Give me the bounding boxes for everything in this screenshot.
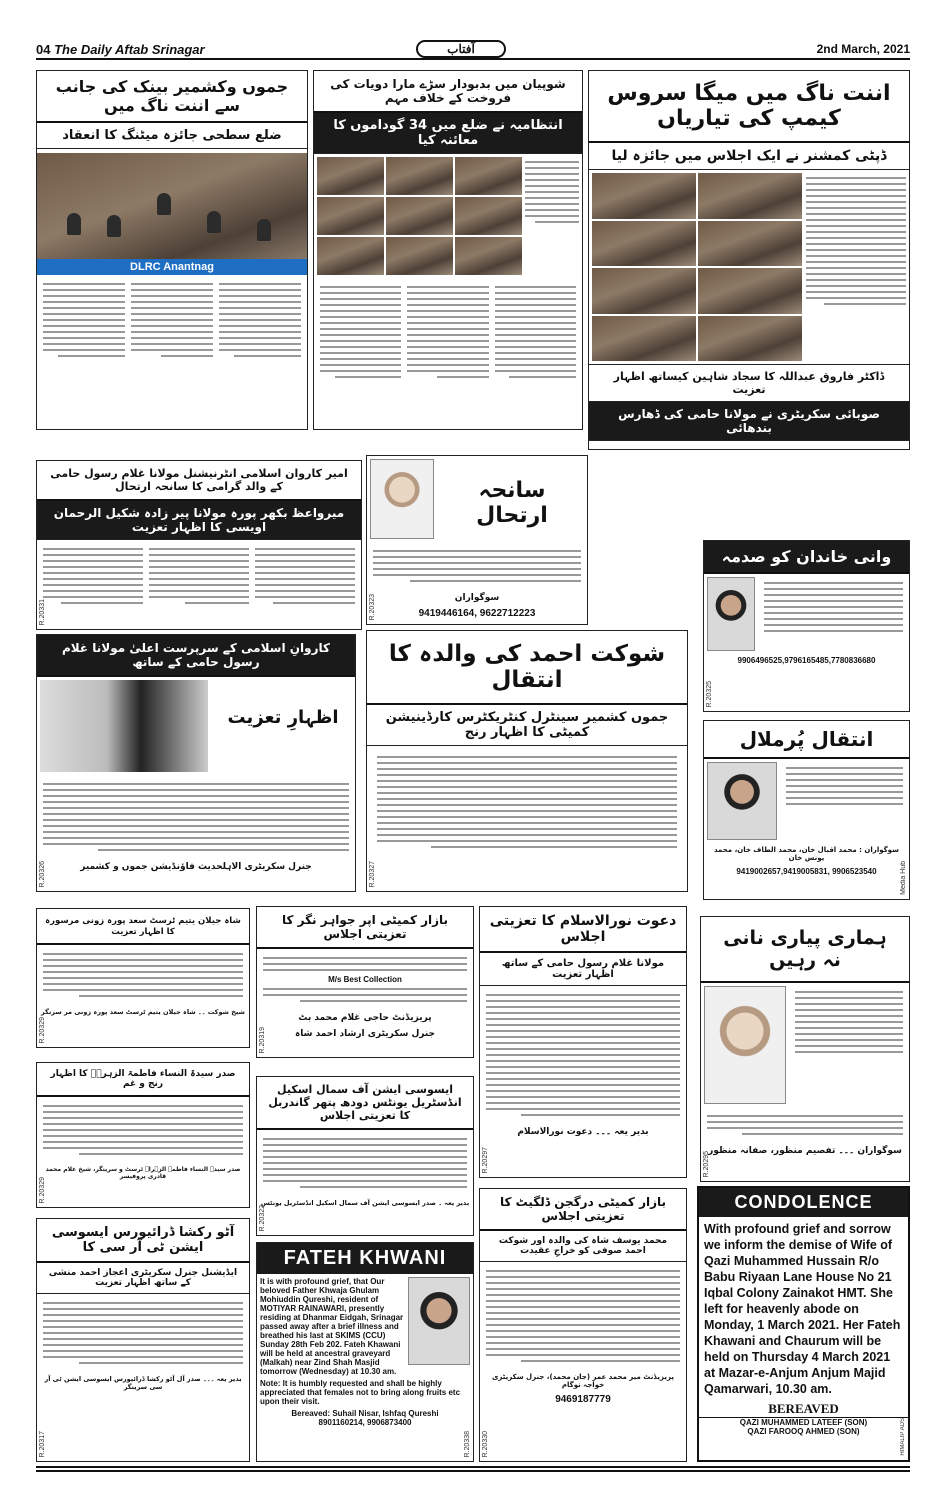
notice-title: CONDOLENCE [699, 1188, 908, 1217]
notice-title: ہماری پیاری نانی نہ رہیں [701, 917, 909, 983]
shop-name: M/s Best Collection [328, 975, 402, 984]
notice-title: بازار کمیٹی اپر جواہر نگر کا تعزیتی اجلاس [257, 907, 473, 949]
inspection-photo [386, 157, 453, 195]
story-title: شوپیان میں بدبودار سڑے مارا دویات کی فروخت کے خلاف مہم [314, 71, 582, 113]
release-number: R.20326 [39, 860, 46, 887]
notice-karwan-islami [36, 634, 356, 892]
notice-title: کاروانِ اسلامی کے سرپرست اعلیٰ مولانا غلام رسول حامی کے ساتھ [37, 635, 355, 677]
notice-intiqal [703, 720, 910, 900]
notice-wani-family [703, 540, 910, 712]
inspection-photo [455, 197, 522, 235]
inspection-photo [386, 197, 453, 235]
bereaved-names: Bereaved: Suhail Nisar, Ishfaq Qureshi [291, 1409, 439, 1418]
release-number: R.20327 [369, 860, 376, 887]
inspection-photo-grid [317, 157, 522, 275]
agency-mark: HIMALIP ADS [900, 1418, 906, 1456]
photo-caption: DLRC Anantnag [37, 259, 307, 275]
brand-mark: Media Hub [900, 861, 907, 895]
release-number: R.20338 [464, 1430, 471, 1457]
camp-photo [698, 221, 802, 267]
story-title: جموں وکشمیر بینک کی جانب سے اننت ناگ میں [37, 71, 307, 123]
notice-title: وانی خاندان کو صدمہ [704, 541, 909, 574]
notice-subtitle: میرواعظ بکھر پورہ مولانا پیر زادہ شکیل الرحمان اویسی کا اظہار تعزیت [37, 501, 361, 540]
notice-body: With profound grief and sorrow we inform the demise of Wife of Qazi Muhammed Hussain R/o Babu Riyaan Lane House No 21 Iqbal Colony Zainakot HMT. She left for heavenly abode on Monday, 1 March 2021. Her Fateh Khawani and Chaurum will be held on Thursday 4 March 2021 at Mazar-e-Anjum Anjum Majid Qamarwari, 10.30 am. [704, 1222, 901, 1396]
photo-caption: ڈاکٹر فاروق عبداللہ کا سجاد شاہین کیساتھ اظہار تعزیت [589, 364, 909, 402]
bereaved-label: BEREAVED [768, 1401, 839, 1416]
story-subtitle: انتظامیہ نے ضلع میں 34 گوداموں کا معائنہ کیا [314, 113, 582, 154]
notice-body [37, 945, 249, 1005]
story-body [314, 278, 582, 386]
notice-body [480, 986, 686, 1124]
phone-numbers: 9419446164, 9622712223 [418, 608, 536, 619]
notice-title: بازار کمیٹی درگجن ڈلگیٹ کا تعزیتی اجلاس [480, 1189, 686, 1231]
notice-footer-2: جنرل سکریٹری ارشاد احمد شاہ [294, 1029, 436, 1039]
notice-footer: صدر سیدۃ النساء فاطمۃ الزہراؓ ٹرسٹ و سرینگر، شیخ غلام محمد قادری پروفیسر [45, 1166, 241, 1180]
notice-footer: بدیر یعہ ۔۔۔ صدر آل آٹو رکشا ڈرائیورس ایسوسی ایشن ٹی آر سی سرینگر [44, 1375, 242, 1391]
notice-footer: سوگواران : محمد اقبال خان، محمد الطاف خان، محمد یونس خان [714, 846, 899, 862]
notice-body: It is with profound grief, that Our beloved Father Khwaja Ghulam Mohiuddin Qureshi, resident of MOTIYAR RAINAWARI, presently residing at Dhanmar Eidgah, Srinagar passed away after a brief illness and breathed his last at SKIMS (CCU) Sunday 28th Feb 202. Fateh Khawani will be held at ancestral graveyard (Malkah) near Zind Shah Masjid tomorrow (Wednesday) at 10.30 am. [260, 1277, 404, 1376]
camp-photo-grid [592, 173, 802, 361]
deceased-portrait [707, 762, 777, 840]
page-header [36, 40, 910, 60]
deceased-portrait [408, 1277, 470, 1365]
notice-title: دعوت نورالاسلام کا تعزیتی اجلاس [480, 907, 686, 953]
notice-footer: سوگواران ۔۔۔ تفصیم منظور، صفانہ منظور [708, 1146, 902, 1156]
notice-fateh-khwani [256, 1242, 474, 1462]
camp-photo [592, 316, 696, 362]
release-number: R.20322 [259, 1204, 266, 1231]
notice-title: ایسوسی ایشن آف سمال اسکیل انڈسٹریل یونٹس دودھ پتھر گاندربل کا تعزیتی اجلاس [257, 1077, 473, 1130]
notice-sayeda [36, 1062, 250, 1208]
inspection-photo [455, 157, 522, 195]
notice-body [480, 1262, 686, 1370]
release-number: R.20329 [39, 1176, 46, 1203]
masthead-logo: آفتاب [416, 40, 506, 58]
notice-shah-jeelan [36, 908, 250, 1048]
notice-amir-karwan [36, 460, 362, 630]
notice-title: انتقال پُرملال [704, 721, 909, 759]
story-subtitle: ضلع سطحی جائزہ میٹنگ کا انعقاد [37, 123, 307, 149]
issue-date: 2nd March, 2021 [816, 42, 910, 56]
bereaved-name: QAZI FAROOQ AHMED (SON) [747, 1427, 860, 1436]
notice-body [37, 540, 361, 612]
story-subtitle: ڈپٹی کمشنر نے ایک اجلاس میں جائزہ لیا [589, 143, 909, 170]
notice-title: شاہ جیلان یتیم ٹرسٹ سعد پورہ زونی مرسورہ کا اظہار تعزیت [37, 909, 249, 945]
inspection-photo [455, 237, 522, 275]
story-subhead: صوبائی سکریٹری نے مولانا حامی کی ڈھارس بندھائی [589, 402, 909, 441]
story-jk-bank [36, 70, 308, 430]
notice-auto-rickshaw [36, 1218, 250, 1462]
inspection-photo [317, 237, 384, 275]
notice-footer: سوگواران [454, 593, 500, 603]
notice-footer: شیخ شوکت ۔۔ شاہ جیلان یتیم ٹرسٹ سعد پورہ زونی مر سرنگر [41, 1008, 245, 1016]
meeting-photo [37, 153, 307, 275]
camp-photo [698, 316, 802, 362]
story-shopian [313, 70, 583, 430]
notice-subtitle: جموں کشمیر سینٹرل کنٹریکٹرس کارڈینیشن کمیٹی کا اظہار رنج [367, 705, 687, 746]
page-number: 04 The Daily Aftab Srinagar [36, 42, 205, 57]
phone-numbers: 8901160214, 9906873400 [318, 1418, 412, 1427]
notice-bazar-dargjan [479, 1188, 687, 1462]
phone-numbers: 9469187779 [555, 1394, 611, 1405]
notice-body [257, 1130, 473, 1196]
notice-footer: پریزیڈنٹ میر محمد عمر (جان محمد)، جنرل سکریٹری خواجہ نوگام [492, 1373, 674, 1389]
notice-subtitle: محمد یوسف شاہ کی والدہ اور شوکت احمد صوفی کو خراجِ عقیدت [480, 1231, 686, 1262]
clerics-photo [40, 680, 208, 772]
notice-title: FATEH KHWANI [257, 1243, 473, 1274]
notice-note: Note: It is humbly requested and shall be highly appreciated that females not to bring along fruits etc upon their visit. [260, 1379, 461, 1406]
deceased-portrait [704, 986, 786, 1104]
camp-photo [698, 268, 802, 314]
notice-body [37, 775, 355, 859]
notice-footer: جنرل سکریٹری الاہلحدیث فاؤنڈیشن جموں و کشمیر [80, 862, 312, 872]
notice-title: آٹو رکشا ڈرائیورس ایسوسی ایشن ٹی آر سی کا [37, 1219, 249, 1263]
phone-numbers: 9906496525,9796165485,7780836680 [737, 656, 876, 665]
notice-body [367, 542, 587, 590]
notice-body [367, 746, 687, 858]
story-body [37, 275, 307, 365]
notice-title: شوکت احمد کی والدہ کا انتقال [367, 631, 687, 705]
notice-subtitle: ایڈیشنل جنرل سکریٹری اعجاز احمد منشی کے ساتھ اظہار تعزیت [37, 1263, 249, 1294]
deceased-portrait [707, 577, 755, 651]
notice-shaukat-ahmad [366, 630, 688, 892]
notice-footer: بدیر یعہ ۔۔۔ دعوت نورالاسلام [517, 1127, 649, 1137]
notice-bazar-jawahar-nagar [256, 906, 474, 1058]
notice-body [37, 1097, 249, 1163]
camp-photo [592, 221, 696, 267]
notice-nani [700, 916, 910, 1182]
inspection-photo [317, 197, 384, 235]
deceased-portrait [370, 459, 434, 539]
notice-sanihe-irtehal [366, 455, 588, 625]
story-mega-camp [588, 70, 910, 450]
bereaved-name: QAZI MUHAMMED LATEEF (SON) [699, 1417, 908, 1427]
notice-small-scale [256, 1076, 474, 1236]
camp-photo [592, 268, 696, 314]
notice-footer: بدیر یعہ ۔ صدر ایسوسی ایشن آف سمال اسکیل انڈسٹریل یونٹس [260, 1199, 470, 1207]
release-number: R.20330 [482, 1430, 489, 1457]
notice-subtitle: اظہارِ تعزیت [211, 677, 355, 775]
camp-photo [698, 173, 802, 219]
page-bottom-rule [36, 1466, 910, 1472]
inspection-photo [386, 237, 453, 275]
notice-body [37, 1294, 249, 1372]
notice-subtitle: مولانا غلام رسول حامی کے ساتھ اظہار تعزیت [480, 953, 686, 986]
phone-numbers: 9419002657,9419005831, 9906523540 [736, 867, 877, 876]
release-number: R.20319 [259, 1026, 266, 1053]
story-title: اننت ناگ میں میگا سروس کیمپ کی تیاریاں [589, 71, 909, 143]
notice-dawat-noor [479, 906, 687, 1178]
story-body [589, 441, 909, 450]
release-number: R.20295 [703, 1150, 710, 1177]
notice-footer: پریزیڈنٹ حاجی غلام محمد بٹ [298, 1013, 432, 1023]
release-number: R.20297 [482, 1146, 489, 1173]
notice-condolence [697, 1186, 910, 1462]
release-number: R.20317 [39, 1430, 46, 1457]
release-number: R.20331 [39, 598, 46, 625]
notice-body [257, 949, 473, 1010]
release-number: R.20329 [39, 1016, 46, 1043]
release-number: R.20323 [369, 593, 376, 620]
notice-title: سانحہ ارتحال [437, 456, 587, 542]
inspection-photo [317, 157, 384, 195]
camp-photo [592, 173, 696, 219]
notice-title: امیر کاروان اسلامی انٹرنیشنل مولانا غلام رسول حامی کے والد گرامی کا سانحہ ارتحال [37, 461, 361, 501]
notice-title: صدر سیدۃ النساء فاطمۃ الزہرہؓ کا اظہار رنج و غم [37, 1063, 249, 1097]
release-number: R.20325 [706, 680, 713, 707]
